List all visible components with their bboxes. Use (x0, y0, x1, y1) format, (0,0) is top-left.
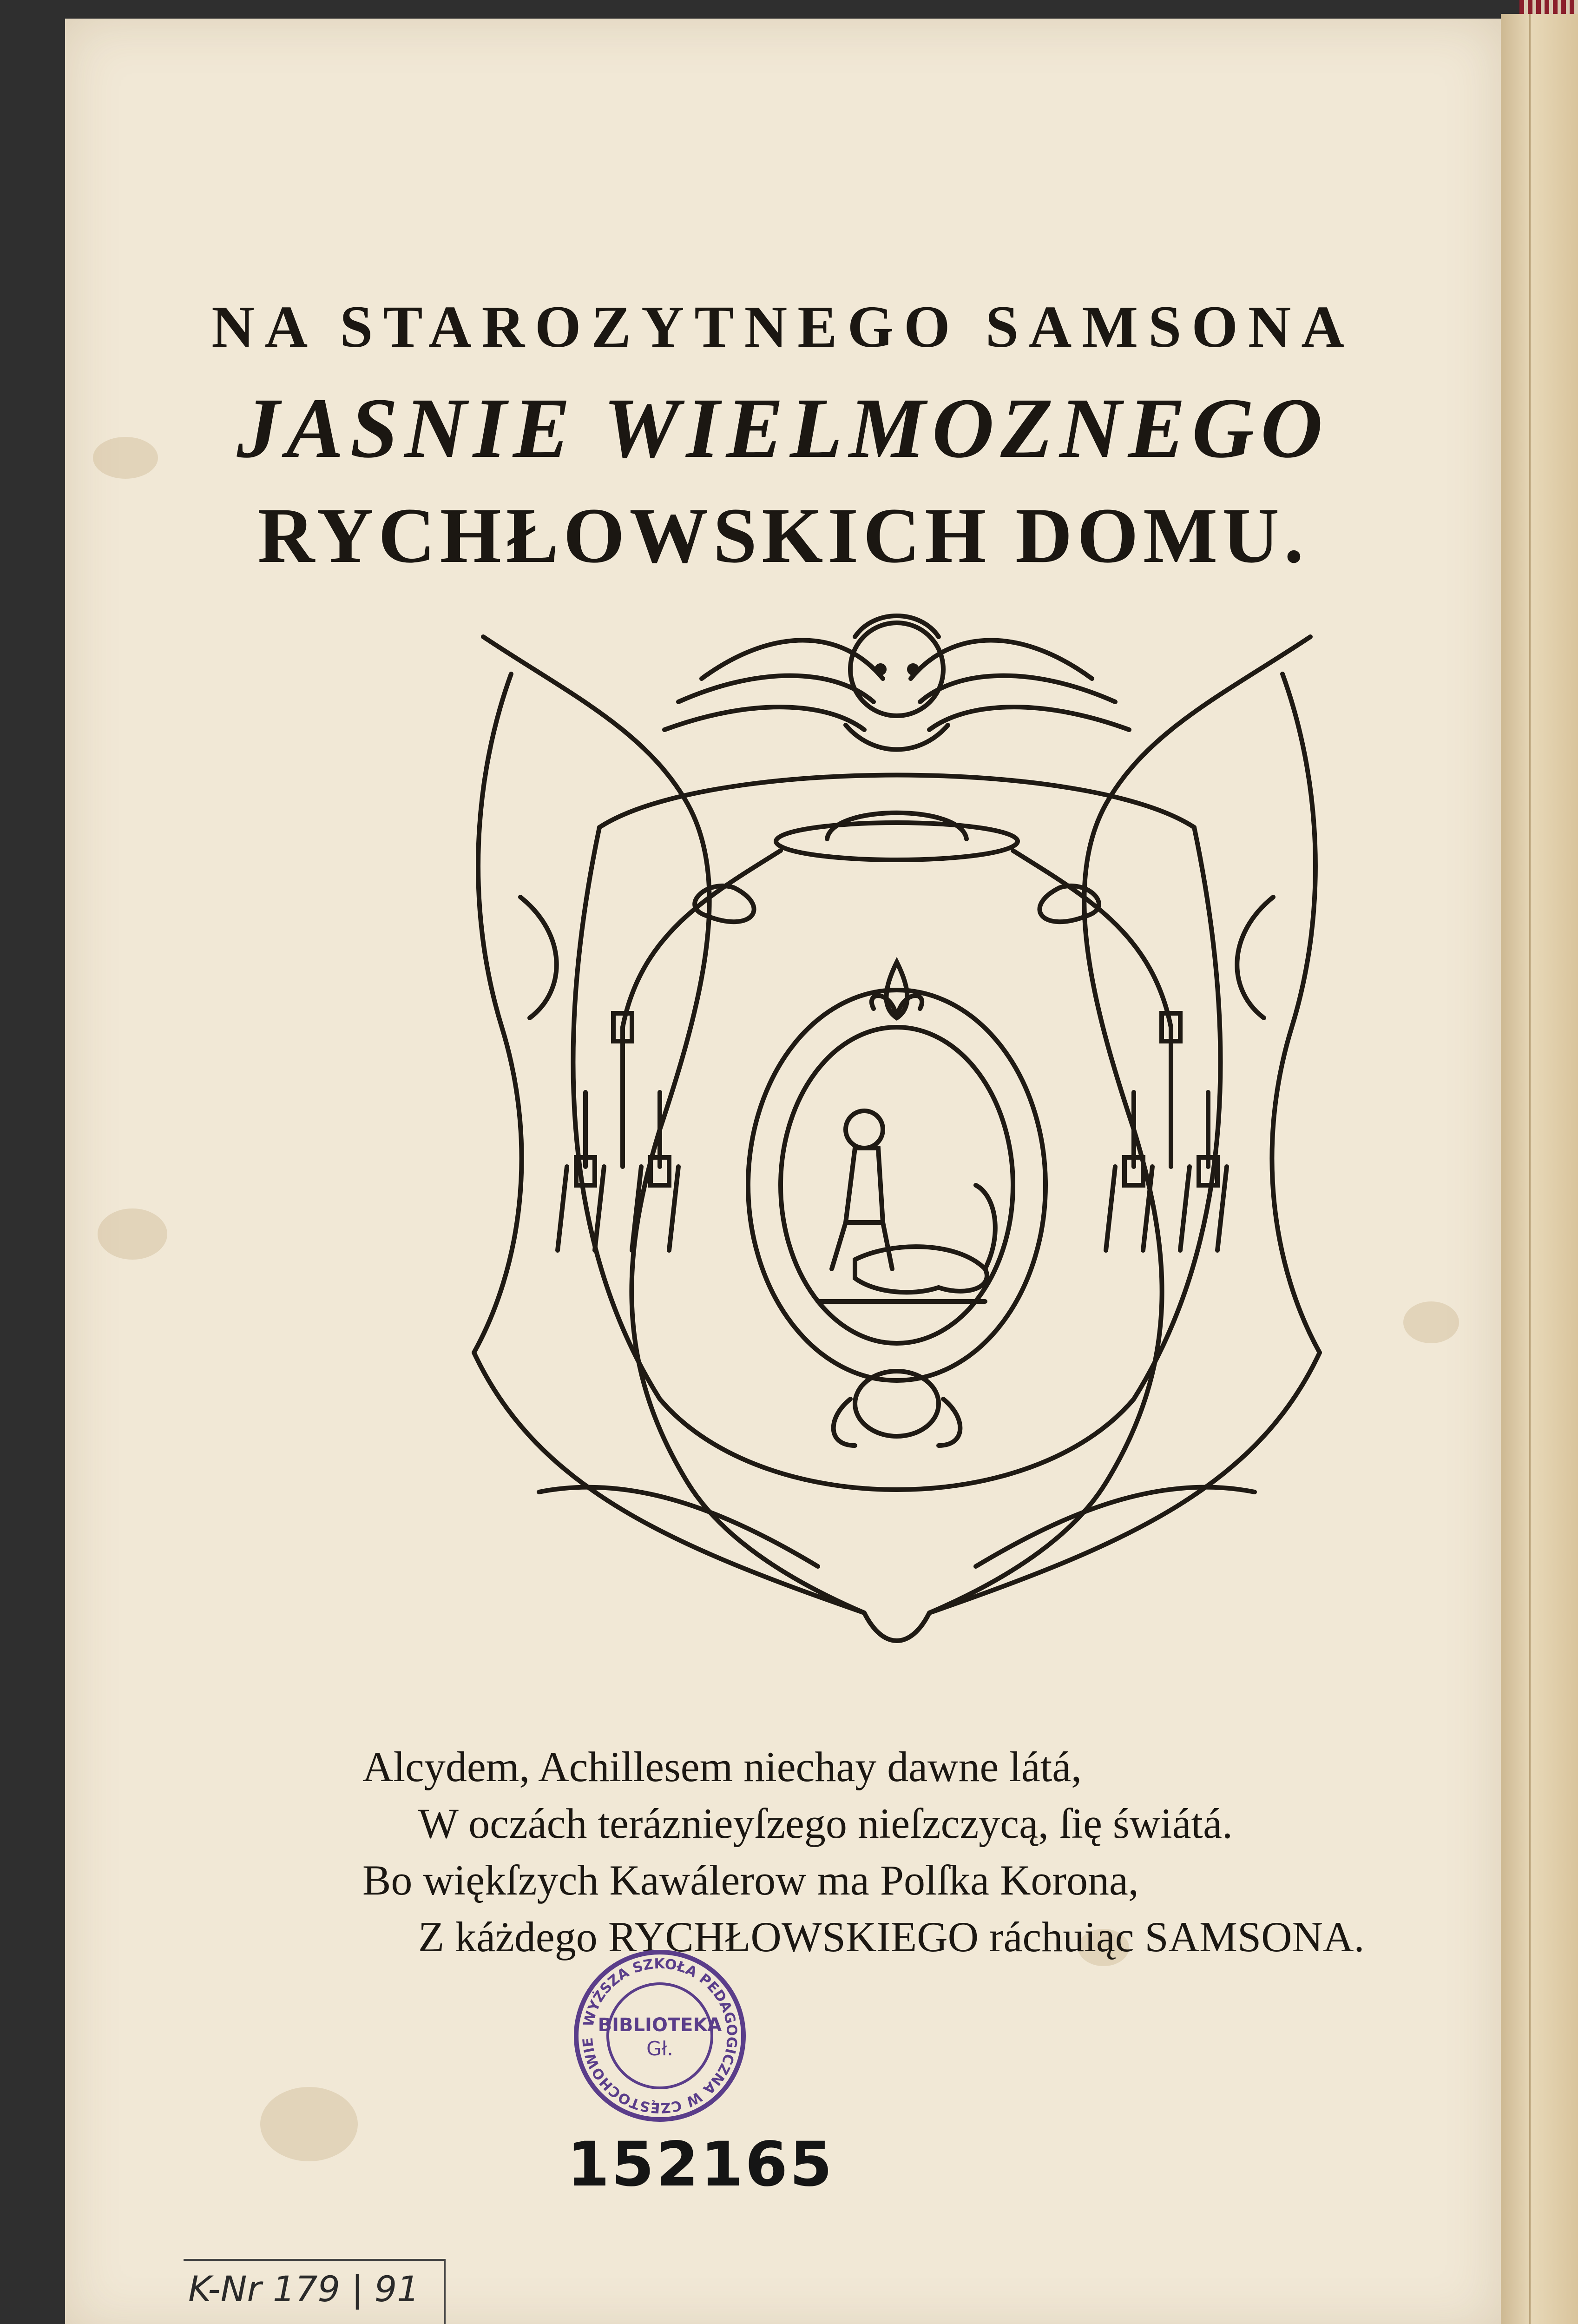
document-page (65, 19, 1501, 2324)
verse-line: W oczách teráznieyſzego nieſzczycą, ſię świátá. (418, 1800, 1233, 1847)
verse-line: Alcydem, Achillesem niechay dawne látá, (362, 1743, 1082, 1790)
call-number: K-Nr 179 | 91 (188, 2268, 420, 2310)
title-line-2: JASNIE WIELMOZNEGO (237, 381, 1329, 476)
facing-page-edge (1501, 14, 1578, 2324)
library-stamp (572, 1948, 748, 2124)
shelfmark-number: 152165 (567, 2129, 835, 2200)
verse-line: Z káżdego RYCHŁOWSKIEGO ráchuiąc SAMSONA. (418, 1913, 1365, 1961)
show-through-text (390, 576, 1413, 1692)
title-line-1: NA STAROZYTNEGO SAMSONA (211, 294, 1354, 360)
stamp-outer-text: WYŻSZA SZKOŁA PEDAGOGICZNA W CZĘSTOCHOWIE (579, 1955, 740, 2116)
verse (362, 1738, 1478, 1965)
title-line-3: RYCHŁOWSKICH DOMU. (257, 492, 1308, 579)
svg-text:WYŻSZA SZKOŁA PEDAGOGICZNA W C (580, 1956, 740, 2116)
stamp-inner-text-2: Gł. (646, 2037, 673, 2060)
stamp-inner-text-1: BIBLIOTEKA (598, 2014, 722, 2036)
verse-line: Bo więkſzych Kawálerow ma Polſka Korona, (362, 1856, 1139, 1904)
